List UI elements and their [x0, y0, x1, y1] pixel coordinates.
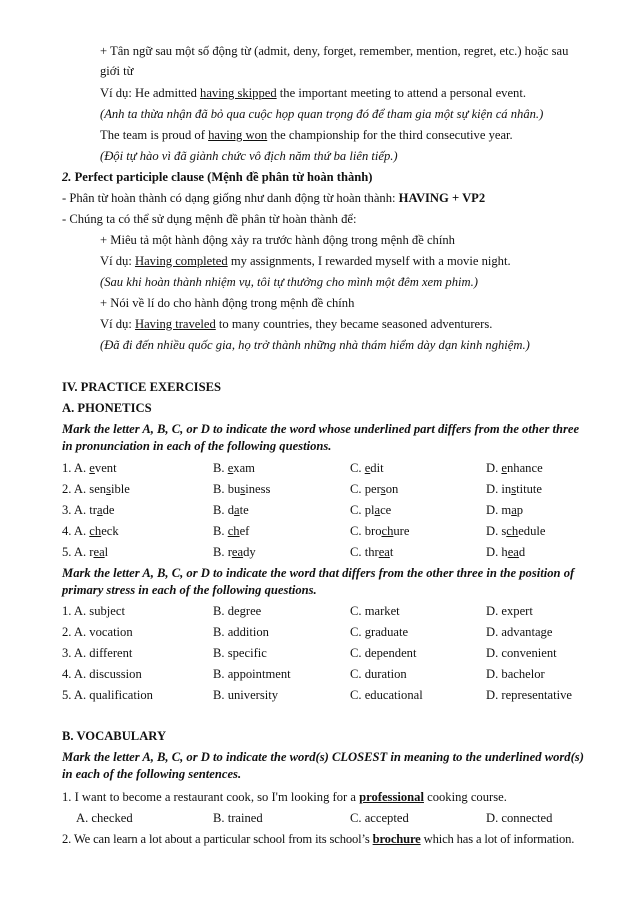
underlined-part: a: [374, 503, 381, 517]
example-text: the important meeting to attend a personal event.: [276, 86, 526, 100]
form-line: [62, 190, 602, 206]
option-text: vent: [94, 461, 117, 475]
stress-question: [62, 666, 602, 682]
question-text: cooking course.: [423, 790, 507, 804]
option-b: [213, 481, 270, 497]
form-text: - Phân từ hoàn thành có dạng giống như danh động từ hoàn thành:: [62, 191, 399, 205]
option-text: D. s: [486, 524, 507, 538]
gerund-rule-line: [100, 43, 600, 59]
option-c: [350, 544, 393, 560]
option-c: C. duration: [350, 667, 407, 681]
vocabulary-instruction-cont: [62, 766, 602, 782]
option-text: l: [104, 545, 109, 559]
phonetics-instruction-2: [62, 565, 602, 581]
underlined-part: s: [106, 482, 111, 496]
question-text: 2. We can learn a lot about a particular school from its school’s: [62, 832, 373, 846]
pronunciation-question: [62, 460, 602, 476]
option-d: D. expert: [486, 604, 533, 618]
option-d: [486, 460, 543, 476]
pronunciation-question: [62, 481, 602, 497]
example-text: to many countries, they became seasoned adventurers.: [215, 317, 493, 331]
translation-text: (Đội tự hào vì đã giành chức vô địch năm thứ ba liên tiếp.): [100, 149, 398, 163]
section-2-heading: [62, 169, 602, 185]
example-text: Ví dụ:: [100, 317, 135, 331]
option-d: D. bachelor: [486, 667, 545, 681]
option-text: B. d: [213, 503, 234, 517]
option-text: 3. A. tr: [62, 503, 97, 517]
underlined-part: e: [364, 461, 371, 475]
phonetics-instruction-1-cont: [62, 438, 602, 454]
underlined-phrase: Having completed: [134, 254, 228, 268]
option-c: [350, 523, 409, 539]
option-text: ce: [380, 503, 392, 517]
phonetics-heading: [62, 400, 602, 416]
example-text: the championship for the third consecutive year.: [267, 128, 513, 142]
option-text: nhance: [507, 461, 543, 475]
option-text: 2. A. sen: [62, 482, 107, 496]
option-text: C. per: [350, 482, 381, 496]
example-2: [100, 127, 600, 143]
option-text: on: [385, 482, 399, 496]
option-d: [486, 481, 542, 497]
option-text: edule: [518, 524, 546, 538]
option-d: D. representative: [486, 688, 573, 702]
option-d: D. convenient: [486, 646, 557, 660]
option-b: B. trained: [213, 811, 263, 825]
option-text: C. pl: [350, 503, 375, 517]
stress-question: [62, 603, 602, 619]
option-text: C.: [350, 461, 365, 475]
underlined-part: ea: [231, 545, 244, 559]
option-text: d: [518, 545, 526, 559]
option-text: te: [239, 503, 249, 517]
option-d: [486, 523, 545, 539]
example-text: Ví dụ:: [100, 254, 135, 268]
option-text: iness: [245, 482, 271, 496]
underlined-part: ch: [506, 524, 519, 538]
option-text: 1. A.: [62, 461, 90, 475]
vocab-question-2: [62, 831, 602, 847]
target-word: brochure: [372, 832, 421, 846]
underlined-phrase: having skipped: [200, 86, 277, 100]
instruction-text: Mark the letter A, B, C, or D to indicate the word(s) CLOSEST in meaning to the underlined word(s): [62, 750, 584, 764]
instruction-text: primary stress in each of the following questions.: [62, 583, 317, 597]
phonetics-instruction-1: [62, 421, 602, 437]
option-text: ef: [239, 524, 250, 538]
use-1-translation: [100, 274, 600, 290]
example-text: my assignments, I rewarded myself with a movie night.: [227, 254, 511, 268]
option-b: [213, 523, 249, 539]
underlined-part: ea: [378, 545, 390, 559]
option-d: D. connected: [486, 811, 553, 825]
option-b: B. appointment: [213, 667, 291, 681]
translation-text: (Sau khi hoàn thành nhiệm vụ, tôi tự thưởng cho mình một đêm xem phim.): [100, 275, 478, 289]
stress-question: [62, 687, 602, 703]
option-b: B. addition: [213, 625, 269, 639]
stress-question: [62, 645, 602, 661]
option-c: C. educational: [350, 688, 423, 702]
use-text: + Miêu tả một hành động xảy ra trước hành động trong mệnh đề chính: [100, 233, 455, 247]
instruction-text: in pronunciation in each of the following questions.: [62, 439, 332, 453]
option-a: 5. A. qualification: [62, 688, 153, 702]
option-text: B. bu: [213, 482, 241, 496]
option-a: [62, 544, 108, 560]
option-text: D. m: [486, 503, 512, 517]
option-text: eck: [101, 524, 119, 538]
gerund-rule-text: + Tân ngữ sau một số động từ (admit, deny, forget, remember, mention, regret, etc.) hoặc sau: [100, 44, 569, 58]
use-1-example: [100, 253, 600, 269]
underlined-part: a: [511, 503, 517, 517]
translation-text: (Anh ta thừa nhận đã bỏ qua cuộc họp quan trọng đó để tham gia một sự kiện cá nhân.): [100, 107, 544, 121]
option-text: ure: [393, 524, 410, 538]
underlined-part: e: [501, 461, 507, 475]
example-2-translation: [100, 148, 600, 164]
pronunciation-question: [62, 502, 602, 518]
underlined-phrase: Having traveled: [134, 317, 216, 331]
underlined-part: ea: [507, 545, 519, 559]
option-text: B. r: [213, 545, 232, 559]
option-c: C. dependent: [350, 646, 417, 660]
option-text: D. h: [486, 545, 508, 559]
instruction-text: Mark the letter A, B, C, or D to indicate the word whose underlined part differs from the other three: [62, 422, 580, 436]
example-1: [100, 85, 600, 101]
usage-intro-text: - Chúng ta có thể sử dụng mệnh đề phân từ hoàn thành để:: [62, 212, 357, 226]
option-a: 2. A. vocation: [62, 625, 133, 639]
question-text: 1. I want to become a restaurant cook, so I'm looking for a: [62, 790, 360, 804]
option-text: p: [516, 503, 524, 517]
use-2-translation: [100, 337, 600, 353]
option-text: B.: [213, 461, 228, 475]
use-text: + Nói về lí do cho hành động trong mệnh đề chính: [100, 296, 355, 310]
use-2: [100, 295, 600, 311]
option-a: 3. A. different: [62, 646, 133, 660]
vocab-question-1-options: [76, 810, 600, 826]
option-text: dy: [243, 545, 256, 559]
example-text: Ví dụ: He admitted: [100, 86, 201, 100]
underlined-part: ch: [89, 524, 102, 538]
translation-text: (Đã đi đến nhiều quốc gia, họ trở thành những nhà thám hiểm dày dạn kinh nghiệm.): [100, 338, 530, 352]
stress-question: [62, 624, 602, 640]
practice-heading: [62, 379, 602, 395]
underlined-part: s: [511, 482, 517, 496]
underlined-part: s: [380, 482, 386, 496]
gerund-rule-cont-line: [100, 63, 600, 79]
underlined-part: ch: [227, 524, 240, 538]
option-c: C. graduate: [350, 625, 409, 639]
option-d: [486, 502, 523, 518]
option-a: [62, 502, 114, 518]
option-b: B. degree: [213, 604, 262, 618]
use-2-example: [100, 316, 600, 332]
option-text: D. in: [486, 482, 512, 496]
underlined-part: s: [240, 482, 246, 496]
underlined-part: e: [89, 461, 95, 475]
option-text: C. bro: [350, 524, 382, 538]
option-c: [350, 502, 391, 518]
option-a: [62, 523, 119, 539]
option-text: B.: [213, 524, 228, 538]
option-text: C. thr: [350, 545, 379, 559]
option-c: [350, 460, 384, 476]
section-title: Perfect participle clause (Mệnh đề phân từ hoàn thành): [71, 170, 373, 184]
underlined-part: a: [96, 503, 103, 517]
vocabulary-instruction: [62, 749, 602, 765]
heading-text: B. VOCABULARY: [62, 729, 167, 743]
option-text: 5. A. r: [62, 545, 94, 559]
option-c: [350, 481, 398, 497]
option-a: A. checked: [76, 811, 133, 825]
option-a: 4. A. discussion: [62, 667, 142, 681]
pronunciation-question: [62, 544, 602, 560]
option-a: [62, 460, 117, 476]
option-text: ible: [110, 482, 130, 496]
section-number: 2.: [62, 170, 72, 184]
option-b: B. university: [213, 688, 279, 702]
option-b: [213, 502, 249, 518]
underlined-part: e: [227, 461, 234, 475]
phonetics-instruction-2-cont: [62, 582, 602, 598]
option-text: de: [102, 503, 115, 517]
usage-intro: [62, 211, 602, 227]
example-1-translation: [100, 106, 600, 122]
option-text: t: [389, 545, 394, 559]
vocab-question-1: [62, 789, 602, 805]
option-d: D. advantage: [486, 625, 553, 639]
vocabulary-heading: [62, 728, 602, 744]
option-a: 1. A. subject: [62, 604, 125, 618]
underlined-phrase: having won: [208, 128, 268, 142]
instruction-text: in each of the following sentences.: [62, 767, 242, 781]
option-b: B. specific: [213, 646, 267, 660]
option-d: [486, 544, 525, 560]
option-a: [62, 481, 130, 497]
underlined-part: a: [234, 503, 240, 517]
use-1: [100, 232, 600, 248]
option-c: C. market: [350, 604, 400, 618]
gerund-rule-cont-text: giới từ: [100, 64, 134, 78]
option-text: 4. A.: [62, 524, 90, 538]
option-text: titute: [516, 482, 542, 496]
heading-text: IV. PRACTICE EXERCISES: [62, 380, 221, 394]
form-formula: HAVING + VP2: [398, 191, 486, 205]
pronunciation-question: [62, 523, 602, 539]
option-b: [213, 460, 255, 476]
target-word: professional: [359, 790, 424, 804]
example-text: The team is proud of: [100, 128, 209, 142]
question-text: which has a lot of information.: [420, 832, 575, 846]
option-text: D.: [486, 461, 502, 475]
option-text: xam: [233, 461, 255, 475]
underlined-part: ch: [381, 524, 394, 538]
instruction-text: Mark the letter A, B, C, or D to indicate the word that differs from the other three in the position of: [62, 566, 575, 580]
option-c: C. accepted: [350, 811, 409, 825]
heading-text: A. PHONETICS: [62, 401, 152, 415]
option-text: dit: [370, 461, 384, 475]
option-b: [213, 544, 256, 560]
underlined-part: ea: [93, 545, 105, 559]
